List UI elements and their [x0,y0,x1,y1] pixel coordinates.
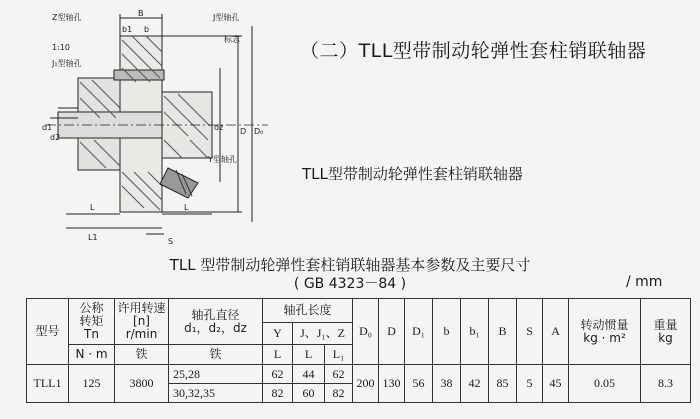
cell-speed: 3800 [115,365,169,403]
header-weight-line1: 重量 [653,317,678,332]
header-inertia-unit: kg · m² [583,330,626,345]
cell-l1-1: 62 [325,365,353,384]
header-inertia [569,299,641,365]
label-mark: 标志 [224,35,240,44]
header-torque-line1: 公称 [79,301,104,315]
header-speed-material: 铁 [115,345,169,365]
label-d1: d1 [42,123,53,132]
label-b: B [138,9,144,18]
label-b1: b1 [122,25,133,34]
parameter-table [26,298,691,403]
header-speed-line1: 许用转速 [117,301,166,315]
header-D1: D₁ [405,299,433,365]
header-bore-diameter-line1: 轴孔直径 [191,307,240,322]
label-d2: d2 [50,133,61,142]
label-s: S [168,237,174,246]
coupling-drawing [38,8,288,246]
cell-model: TLL1 [27,365,69,403]
header-bore-length: 轴孔长度 [263,299,353,323]
cell-y-1: 62 [263,365,293,384]
cell-D0: 200 [353,365,379,403]
header-speed-line3: r/min [125,327,158,341]
header-bore-material: 铁 [169,345,263,365]
header-D0: D₀ [353,299,379,365]
cell-D1: 56 [405,365,433,403]
header-torque [69,299,115,345]
label-L1: L1 [88,233,98,242]
header-bore-diameter [169,299,263,345]
header-speed-line2: [n] [133,314,150,328]
header-torque-unit: N · m [69,345,115,365]
cell-l1-2: 82 [325,384,353,403]
header-A: A [543,299,569,365]
cell-weight: 8.3 [641,365,691,403]
label-D0: D₀ [254,127,264,136]
cell-b1: 42 [461,365,489,403]
label-taper: 1:10 [52,43,70,52]
table-title: TLL 型带制动轮弹性套柱销联轴器基本参数及主要尺寸 [169,256,531,274]
label-j-hole: J型轴孔 [213,13,240,22]
cell-B: 85 [489,365,517,403]
header-inertia-line1: 转动惯量 [580,317,629,332]
cell-bore-2: 30,32,35 [169,384,263,403]
header-weight-unit: kg [658,330,673,345]
unit-label: / mm [626,274,663,290]
header-len-L1: L₁ [325,345,353,365]
cell-torque: 125 [69,365,115,403]
header-len-L2: L [293,345,325,365]
cell-A: 45 [543,365,569,403]
cell-j-2: 60 [293,384,325,403]
standard-reference: ( GB 4323－84 ) [293,276,407,292]
cell-y-2: 82 [263,384,293,403]
cell-j-1: 44 [293,365,325,384]
header-len-L: L [263,345,293,365]
header-speed [115,299,169,345]
cell-S: 5 [517,365,543,403]
header-B: B [489,299,517,365]
cell-b: 38 [433,365,461,403]
header-y: Y [263,323,293,345]
cell-bore-1: 25,28 [169,365,263,384]
header-model: 型号 [27,299,69,365]
header-weight [641,299,691,365]
table-row [27,365,691,384]
cell-D: 130 [379,365,405,403]
label-dz: dz [214,123,224,132]
label-b-small: b [144,25,150,34]
label-L: L [90,203,95,212]
header-S: S [517,299,543,365]
label-L-right: L [184,203,189,212]
label-y-hole: Y型轴孔 [208,155,237,164]
header-bore-diameter-line2: d₁，d₂，dz [184,320,247,335]
header-b1: b₁ [461,299,489,365]
label-j1-hole: J₁型轴孔 [52,59,82,68]
cell-inertia: 0.05 [569,365,641,403]
section-title: （二）TLL型带制动轮弹性套柱销联轴器 [300,40,647,62]
label-D: D [240,127,247,136]
label-z-hole: Z型轴孔 [52,13,82,22]
header-jjz: J、J₁、Z [293,323,353,345]
header-D: D [379,299,405,365]
header-b: b [433,299,461,365]
figure-caption: TLL型带制动轮弹性套柱销联轴器 [302,165,523,183]
header-torque-line3: Tn [84,327,99,341]
header-torque-line2: 转矩 [79,314,104,328]
